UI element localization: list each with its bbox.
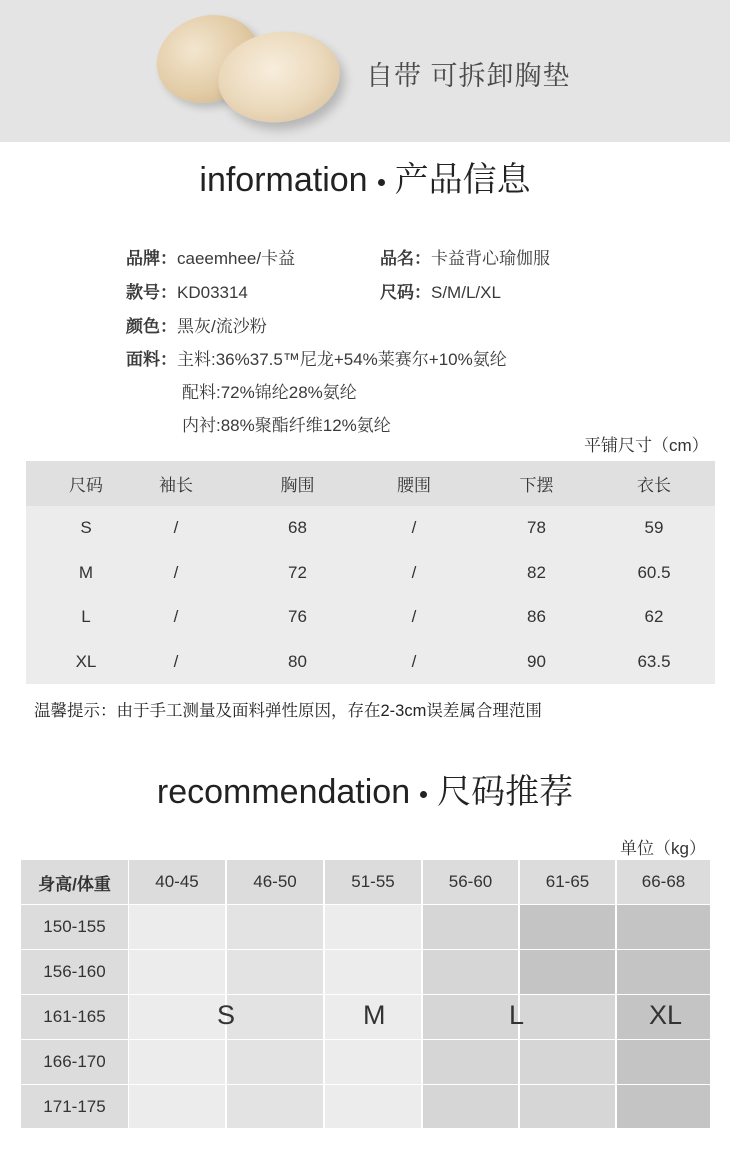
size-label-m: M — [363, 1000, 386, 1030]
size-table-header — [26, 461, 715, 506]
size-zone-s — [129, 905, 225, 1128]
color-row — [126, 312, 267, 337]
color-label: 颜色： — [126, 317, 177, 336]
table-cell: / — [411, 607, 417, 627]
table-cell: 68 — [288, 518, 307, 538]
brand-row — [126, 244, 295, 269]
grid-corner-label: 身高/体重 — [21, 860, 128, 904]
banner-text: 自带 可拆卸胸垫 — [366, 61, 571, 91]
header-cell: 袖长 — [159, 476, 193, 495]
table-cell: XL — [75, 651, 97, 671]
banner — [0, 0, 730, 142]
color-value: 黑灰/流沙粉 — [177, 317, 267, 336]
table-cell: / — [173, 651, 179, 671]
height-label: 161-165 — [21, 995, 128, 1039]
table-cell: 82 — [527, 562, 546, 582]
header-cell: 下摆 — [519, 476, 554, 495]
table-cell: 80 — [288, 651, 307, 671]
info-title-zh: 产品信息 — [394, 161, 531, 199]
size-unit-note: 平铺尺寸（cm） — [584, 436, 709, 455]
table-row — [26, 506, 715, 551]
height-label: 166-170 — [21, 1040, 128, 1084]
table-cell: / — [411, 651, 417, 671]
table-cell: S — [80, 518, 92, 538]
fabric-sub: 配料:72%锦纶28%氨纶 — [182, 383, 357, 402]
fabric-label: 面料： — [126, 350, 177, 369]
size-table — [26, 461, 715, 684]
size-range-label: 尺码： — [380, 283, 431, 302]
header-cell: 胸围 — [280, 476, 315, 495]
table-cell: 72 — [288, 562, 307, 582]
table-row — [26, 551, 715, 596]
rec-section-title — [0, 764, 730, 813]
rec-title-en: recommendation — [156, 773, 411, 811]
bullet-dot — [378, 179, 385, 186]
product-name-row — [380, 244, 550, 269]
measurement-tip: 温馨提示：由于手工测量及面料弹性原因，存在2-3cm误差属合理范围 — [34, 702, 542, 720]
model-row — [126, 278, 248, 303]
size-zone-l — [423, 905, 518, 1128]
table-cell: L — [81, 607, 91, 627]
size-recommendation-grid — [21, 860, 710, 1128]
size-zone-s — [227, 905, 323, 1128]
table-row — [26, 640, 715, 685]
header-cell: 衣长 — [637, 476, 671, 495]
bullet-dot — [420, 791, 427, 798]
brand-label: 品牌： — [126, 249, 177, 268]
header-cell: 腰围 — [397, 476, 431, 495]
table-cell: M — [78, 562, 94, 582]
info-title-en: information — [199, 161, 368, 199]
table-cell: / — [173, 607, 179, 627]
size-label-s: S — [217, 1000, 236, 1030]
table-cell: 90 — [527, 651, 546, 671]
table-cell: 59 — [644, 518, 664, 538]
size-zone-l — [520, 995, 615, 1128]
table-row — [26, 595, 715, 640]
weight-header: 51-55 — [325, 860, 421, 904]
weight-unit-note: 单位（kg） — [620, 839, 706, 858]
table-cell: / — [173, 562, 179, 582]
model-value: KD03314 — [177, 283, 248, 302]
rec-title-zh: 尺码推荐 — [437, 773, 574, 811]
size-range-value: S/M/L/XL — [431, 283, 501, 302]
weight-header: 66-68 — [617, 860, 710, 904]
info-section-title — [0, 152, 730, 201]
weight-header: 61-65 — [520, 860, 615, 904]
fabric-main: 主料:36%37.5™尼龙+54%莱赛尔+10%氨纶 — [177, 350, 507, 369]
size-label-l: L — [509, 1000, 525, 1030]
fabric-lining: 内衬:88%聚酯纤维12%氨纶 — [182, 416, 391, 435]
product-name-value: 卡益背心瑜伽服 — [431, 249, 550, 268]
height-label: 150-155 — [21, 905, 128, 949]
product-name-label: 品名： — [380, 249, 431, 268]
weight-header: 56-60 — [423, 860, 518, 904]
fabric-row — [126, 345, 507, 370]
table-cell: 63.5 — [637, 651, 671, 671]
weight-header: 40-45 — [129, 860, 225, 904]
size-label-xl: XL — [649, 1000, 683, 1030]
height-label: 171-175 — [21, 1085, 128, 1128]
brand-value: caeemhee/卡益 — [177, 249, 296, 268]
table-cell: 86 — [527, 607, 546, 627]
height-label: 156-160 — [21, 950, 128, 994]
table-cell: 78 — [527, 518, 546, 538]
table-cell: / — [411, 518, 417, 538]
size-range-row — [380, 278, 501, 303]
table-cell: 60.5 — [637, 562, 671, 582]
header-cell: 尺码 — [69, 476, 103, 495]
table-cell: 76 — [288, 607, 307, 627]
model-label: 款号： — [126, 283, 177, 302]
table-cell: / — [411, 562, 417, 582]
table-cell: / — [173, 518, 179, 538]
table-cell: 62 — [644, 607, 664, 627]
weight-header: 46-50 — [227, 860, 323, 904]
